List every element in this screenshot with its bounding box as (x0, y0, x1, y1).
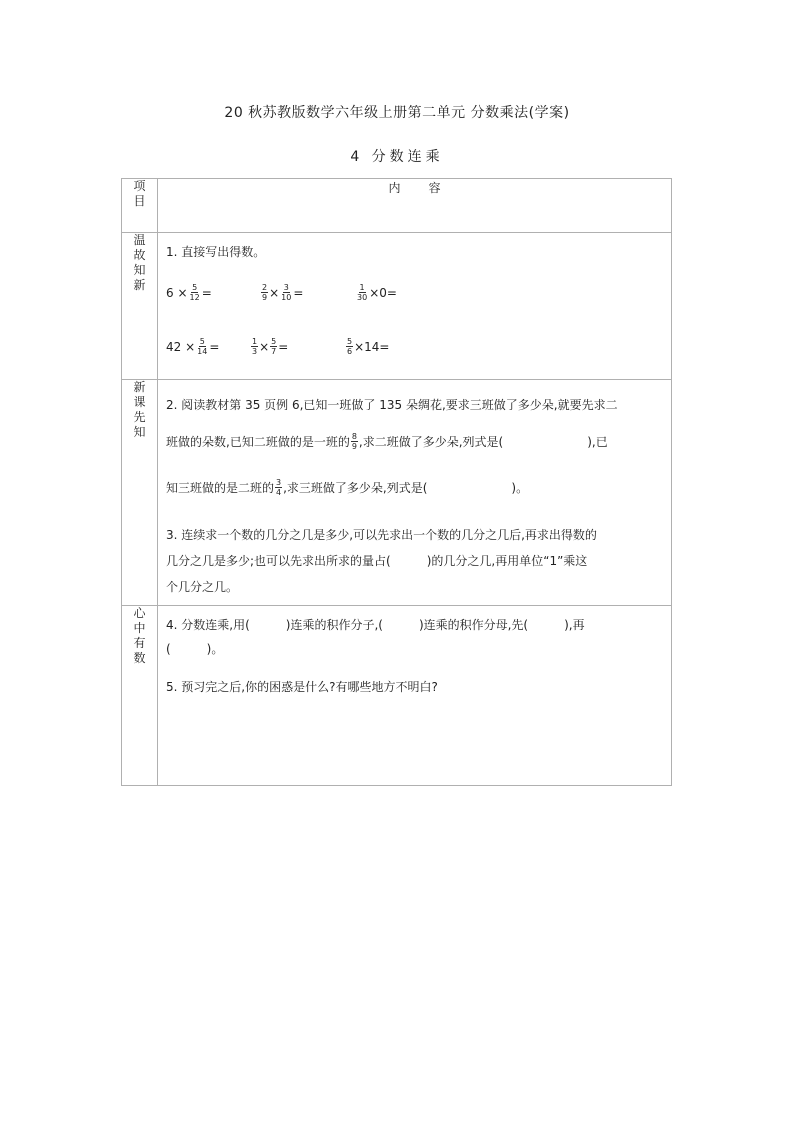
question-5: 5. 预习完之后,你的困惑是什么?有哪些地方不明白? (166, 680, 438, 694)
expr-5: $\frac{1}{3}$ × $\frac{5}{7}$ = (252, 337, 289, 356)
section-label-summary: 心中有数 (122, 606, 158, 786)
expr-3: $\frac{1}{30}$ ×0= (357, 283, 397, 302)
summary-content (158, 606, 672, 786)
expr-2: $\frac{2}{9}$ × $\frac{3}{10}$ = (262, 283, 304, 302)
project-header: 项目 (122, 179, 158, 233)
section-label-review: 温故知新 (122, 233, 158, 380)
question-3-line-2: 几分之几是多少;也可以先求出所求的量占( )的几分之几,再用单位“1”乘这 (166, 554, 588, 568)
worksheet-table (121, 178, 672, 786)
preview-content (158, 380, 672, 606)
question-2-line-2: 班做的朵数,已知二班做的是一班的 $\frac{8}{9}$ ,求二班做了多少朵,列式是( ),已 (166, 432, 608, 451)
question-3-line-1: 3. 连续求一个数的几分之几是多少,可以先求出一个数的几分之几后,再求出得数的 (166, 528, 597, 542)
expr-1: 6 × $\frac{5}{12}$ = (166, 283, 212, 302)
question-4-line-2: ( )。 (166, 642, 224, 656)
question-2-line-1: 2. 阅读教材第 35 页例 6,已知一班做了 135 朵绸花,要求三班做了多少朵,就要先求二 (166, 398, 618, 412)
content-header: 内容 (158, 179, 672, 233)
section-label-preview: 新课先知 (122, 380, 158, 606)
expr-4: 42 × $\frac{5}{14}$ = (166, 337, 220, 356)
question-3-line-3: 个几分之几。 (166, 580, 239, 594)
question-2-line-3: 知三班做的是二班的 $\frac{3}{4}$ ,求三班做了多少朵,列式是( )。 (166, 478, 529, 497)
page-title: 20 秋苏教版数学六年级上册第二单元 分数乘法(学案) (224, 105, 570, 121)
question-4-line-1: 4. 分数连乘,用( )连乘的积作分子,( )连乘的积作分母,先( ),再 (166, 618, 585, 632)
review-content (158, 233, 672, 380)
lesson-title: 4 分数连乘 (350, 149, 444, 165)
expr-6: $\frac{5}{6}$ ×14= (347, 337, 390, 356)
question-1: 1. 直接写出得数。 (166, 245, 266, 259)
